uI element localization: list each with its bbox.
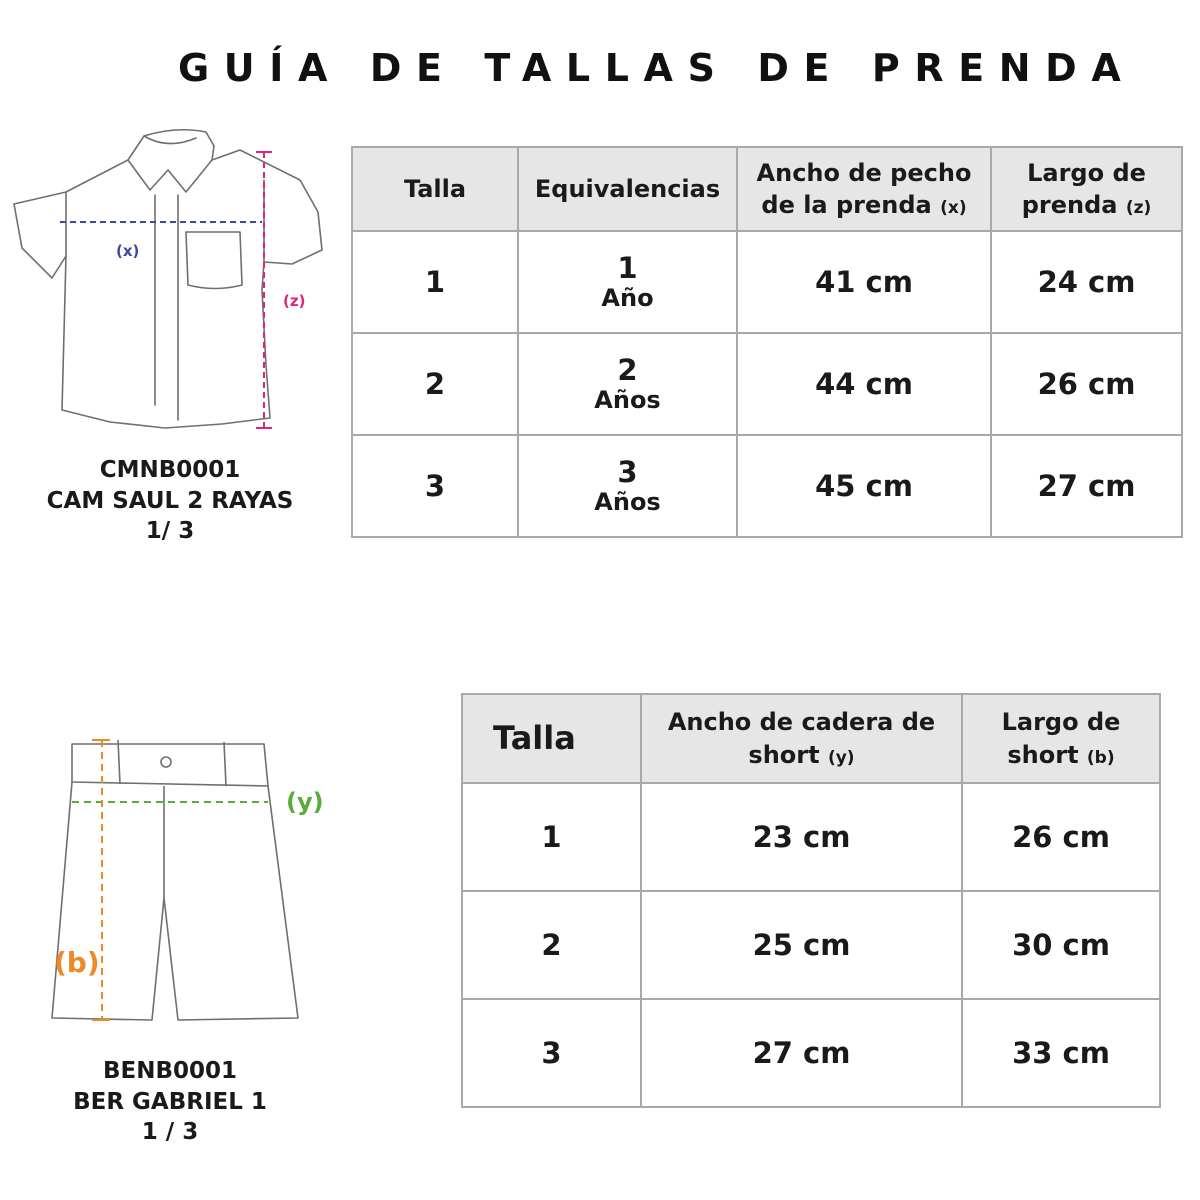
header-ancho-cadera: Ancho de cadera de short (y)	[641, 694, 962, 783]
header-largo-prenda: Largo de prenda (z)	[991, 147, 1182, 231]
header-ancho-pecho: Ancho de pecho de la prenda (x)	[737, 147, 991, 231]
shirt-code: CMNB0001	[99, 457, 241, 483]
label-x: (x)	[116, 242, 140, 260]
shirt-name: CAM SAUL 2 RAYAS	[46, 487, 294, 514]
table-row	[462, 891, 1160, 999]
cell-talla: 2	[352, 333, 518, 435]
table-row	[462, 999, 1160, 1107]
cell-talla: 3	[352, 435, 518, 537]
shirt-sizes: 1/ 3	[145, 518, 195, 545]
cell-talla: 2	[462, 891, 641, 999]
cell-talla: 3	[462, 999, 641, 1107]
header-talla: Talla	[462, 694, 641, 783]
table-header-row	[462, 694, 1160, 783]
header-talla: Talla	[352, 147, 518, 231]
cell-largo: 24 cm	[991, 231, 1182, 333]
shorts-code: BENB0001	[102, 1058, 238, 1084]
header-largo-short: Largo de short (b)	[962, 694, 1160, 783]
cell-equivalencia: 3 Años	[518, 435, 737, 537]
cell-ancho: 23 cm	[641, 783, 962, 891]
cell-ancho: 27 cm	[641, 999, 962, 1107]
shorts-sizes: 1 / 3	[141, 1119, 199, 1146]
cell-largo: 26 cm	[991, 333, 1182, 435]
cell-equivalencia: 2 Años	[518, 333, 737, 435]
cell-talla: 1	[462, 783, 641, 891]
table-header-row	[352, 147, 1182, 231]
cell-ancho: 41 cm	[737, 231, 991, 333]
shirt-size-table	[351, 146, 1183, 538]
cell-largo: 26 cm	[962, 783, 1160, 891]
table-row	[352, 231, 1182, 333]
cell-ancho: 25 cm	[641, 891, 962, 999]
table-row	[352, 435, 1182, 537]
cell-ancho: 44 cm	[737, 333, 991, 435]
shirt-diagram-icon	[0, 0, 320, 440]
shorts-size-table	[461, 693, 1161, 1108]
header-equivalencias: Equivalencias	[518, 147, 737, 231]
cell-talla: 1	[352, 231, 518, 333]
cell-largo: 27 cm	[991, 435, 1182, 537]
shorts-caption	[20, 1056, 320, 1148]
table-row	[352, 333, 1182, 435]
shorts-name: BER GABRIEL 1	[73, 1088, 267, 1115]
label-y: (y)	[286, 788, 324, 816]
label-z: (z)	[283, 292, 306, 310]
table-row	[462, 783, 1160, 891]
label-b: (b)	[54, 946, 100, 979]
page-title: GUÍA DE TALLAS DE PRENDA	[178, 46, 1136, 90]
cell-largo: 33 cm	[962, 999, 1160, 1107]
cell-equivalencia: 1 Año	[518, 231, 737, 333]
cell-largo: 30 cm	[962, 891, 1160, 999]
cell-ancho: 45 cm	[737, 435, 991, 537]
shirt-caption	[20, 455, 320, 547]
